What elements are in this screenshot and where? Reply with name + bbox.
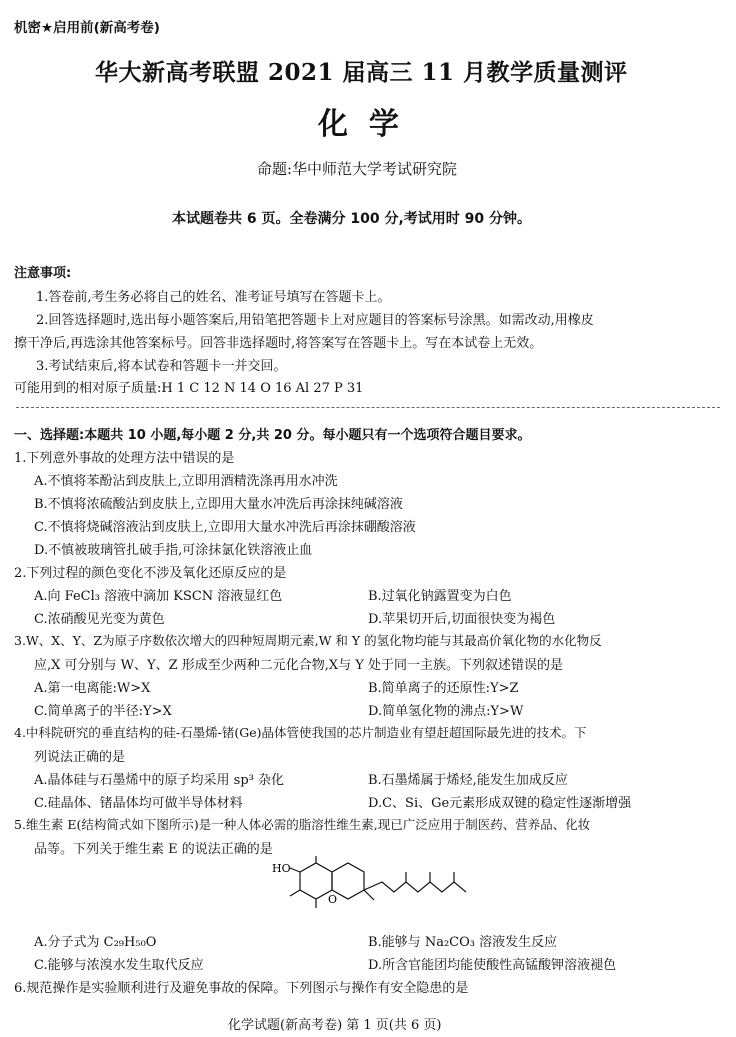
q2-stem: 2.下列过程的颜色变化不涉及氧化还原反应的是 [14, 566, 287, 581]
q2-option-b: B.过氧化钠露置变为白色 [368, 589, 512, 604]
atomic-mass-line: 可能用到的相对原子质量:H 1 C 12 N 14 O 16 Al 27 P 31 [14, 381, 364, 396]
divider-line [16, 407, 720, 408]
q2-option-a: A.向 FeCl₃ 溶液中滴加 KSCN 溶液显红色 [34, 589, 283, 604]
q1-option-d: D.不慎被玻璃管扎破手指,可涂抹氯化铁溶液止血 [34, 543, 313, 558]
exam-info: 本试题卷共 6 页。全卷满分 100 分,考试用时 90 分钟。 [172, 211, 532, 227]
q5-option-d: D.所含官能团均能使酸性高锰酸钾溶液褪色 [368, 958, 617, 973]
q3-option-a: A.第一电离能:W>X [34, 681, 151, 696]
q4-option-d: D.C、Si、Ge元素形成双键的稳定性逐渐增强 [368, 796, 632, 811]
q5-option-c: C.能够与浓溴水发生取代反应 [34, 958, 204, 973]
notes-heading: 注意事项: [14, 266, 72, 281]
q6-stem: 6.规范操作是实验顺利进行及避免事故的保障。下列图示与操作有安全隐患的是 [14, 981, 469, 996]
page-footer: 化学试题(新高考卷) 第 1 页(共 6 页) [228, 1018, 442, 1033]
q4-option-c: C.硅晶体、锗晶体均可做半导体材料 [34, 796, 243, 811]
q3-stem-2: 应,X 可分别与 W、Y、Z 形成至少两种二元化合物,X与 Y 处于同一主族。下列叙述错误的是 [34, 658, 563, 673]
note-2b: 擦干净后,再选涂其他答案标号。回答非选择题时,将答案写在答题卡上。写在本试卷上无效。 [14, 336, 543, 351]
q2-option-d: D.苹果切开后,切面很快变为褐色 [368, 612, 556, 627]
hydroxyl-label: HO [272, 862, 291, 875]
q4-option-a: A.晶体硅与石墨烯中的原子均采用 sp³ 杂化 [34, 773, 284, 788]
q4-option-b: B.石墨烯属于烯烃,能发生加成反应 [368, 773, 568, 788]
q3-option-d: D.简单氢化物的沸点:Y>W [368, 704, 524, 719]
q1-option-a: A.不慎将苯酚沾到皮肤上,立即用酒精洗涤再用水冲洗 [34, 474, 338, 489]
note-3: 3.考试结束后,将本试卷和答题卡一并交回。 [36, 359, 287, 374]
q1-option-b: B.不慎将浓硫酸沾到皮肤上,立即用大量水冲洗后再涂抹纯碱溶液 [34, 497, 403, 512]
note-1: 1.答卷前,考生务必将自己的姓名、准考证号填写在答题卡上。 [36, 290, 391, 305]
secret-label: 机密★启用前(新高考卷) [14, 20, 160, 36]
section-heading: 一、选择题:本题共 10 小题,每小题 2 分,共 20 分。每小题只有一个选项符合题目要求。 [14, 428, 531, 443]
vitamin-e-structure-diagram [270, 856, 470, 926]
note-2a: 2.回答选择题时,选出每小题答案后,用铅笔把答题卡上对应题目的答案标号涂黑。如需改动,用橡皮 [36, 313, 594, 328]
q3-stem-1: 3.W、X、Y、Z为原子序数依次增大的四种短周期元素,W 和 Y 的氢化物均能与其最高价氧化物的水化物反 [14, 633, 602, 648]
subject-title: 化 学 [318, 107, 399, 142]
q5-option-a: A.分子式为 C₂₉H₅₀O [34, 935, 157, 950]
q5-stem-1: 5.维生素 E(结构简式如下图所示)是一种人体必需的脂溶性维生素,现已广泛应用于制医药、营养品、化妆 [14, 817, 591, 832]
q2-option-c: C.浓硝酸见光变为黄色 [34, 612, 165, 627]
q5-option-b: B.能够与 Na₂CO₃ 溶液发生反应 [368, 935, 558, 950]
q4-stem-1: 4.中科院研究的垂直结构的硅-石墨烯-锗(Ge)晶体管使我国的芯片制造业有望赶超国际最先进的技术。下 [14, 725, 587, 740]
q5-stem-2: 品等。下列关于维生素 E 的说法正确的是 [34, 842, 273, 857]
q3-option-c: C.简单离子的半径:Y>X [34, 704, 172, 719]
author-line: 命题:华中师范大学考试研究院 [257, 160, 458, 178]
q4-stem-2: 列说法正确的是 [34, 750, 126, 765]
q3-option-b: B.简单离子的还原性:Y>Z [368, 681, 519, 696]
exam-title: 华大新高考联盟 2021 届高三 11 月教学质量测评 [95, 59, 628, 86]
q1-stem: 1.下列意外事故的处理方法中错误的是 [14, 451, 235, 466]
ring-oxygen-label: O [328, 893, 338, 906]
q1-option-c: C.不慎将烧碱溶液沾到皮肤上,立即用大量水冲洗后再涂抹硼酸溶液 [34, 520, 416, 535]
